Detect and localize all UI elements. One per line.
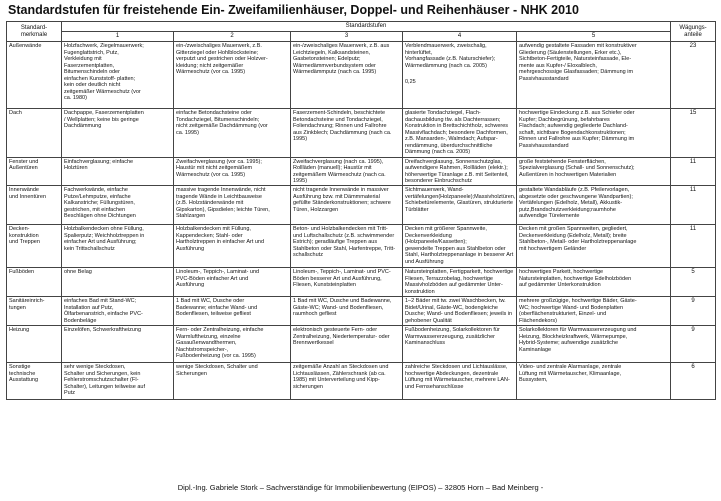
criterion-cell: Außenwände bbox=[7, 42, 62, 109]
weight-cell: 23 bbox=[671, 42, 716, 109]
level-1-cell: Fachwerkwände, einfache Putze/Lehmputze, einfache Kalkanstriche; Füllungstüren, gestrichen, mit einfachen Beschlägen ohne Dichtungen bbox=[62, 186, 174, 225]
header-levels: Standardstufen bbox=[62, 22, 671, 32]
header-level-4: 4 bbox=[403, 32, 517, 42]
level-2-cell: Holzbalkendecken mit Füllung, Kappendecken; Stahl- oder Hartholztreppen in einfacher Art und Ausführung bbox=[174, 225, 291, 268]
level-3-cell: 1 Bad mit WC, Dusche und Badewanne, Gäste-WC; Wand- und Bodenfliesen, raumhoch gefliest bbox=[291, 297, 403, 326]
level-1-cell: Dachpappe, Faserzementplatten / Wellplatten; keine bis geringe Dachdämmung bbox=[62, 109, 174, 157]
criterion-cell: Dach bbox=[7, 109, 62, 157]
weight-cell: 15 bbox=[671, 109, 716, 157]
level-2-cell: Fern- oder Zentralheizung, einfache Warmluftheizung, einzelne Gasaußenwandthermen, Nachtstromspeicher-, Fußbodenheizung (vor ca. 1995) bbox=[174, 326, 291, 363]
level-3-cell: Zweifachverglasung (nach ca. 1995), Rollläden (manuell); Haustür mit zeitgemäßem Wärmeschutz (nach ca. 1995) bbox=[291, 157, 403, 186]
level-5-cell: große feststehende Fensterflächen, Spezialverglasung (Schall- und Sonnenschutz); Außentüren in hochwertigen Materialien bbox=[517, 157, 671, 186]
level-1-cell: sehr wenige Steckdosen, Schalter und Sicherungen, kein Fehlerstromschutzschalter (FI- Schalter), Leitungen teilweise auf Putz bbox=[62, 363, 174, 400]
level-2-cell: wenige Steckdosen, Schalter und Sicherungen bbox=[174, 363, 291, 400]
level-4-cell: Fußbodenheizung, Solarkollektoren für Warmwassererzeugung, zusätzlicher Kaminanschluss bbox=[403, 326, 517, 363]
level-5-cell: aufwendig gestaltete Fassaden mit konstruktiver Gliederung (Säulenstellungen, Erker etc.), Sichtbeton-Fertigteile, Natursteinfassade, Ele- mente aus Kupfer-/ Eloxalblech, mehrgeschossige Glasfassaden; Dämmung im Passivhausstandard bbox=[517, 42, 671, 109]
level-5-cell: gestaltete Wandabläufe (z.B. Pfeilervorlagen, abgesetzte oder geschwungene Wandpartien); Vertäfelungen (Edelholz, Metall), Akkustik- putz,Brandschutzverkleidung;raumhohe aufwendige Türelemente bbox=[517, 186, 671, 225]
criterion-cell: Sanitäreinrich- tungen bbox=[7, 297, 62, 326]
footer: Dipl.-Ing. Gabriele Stork – Sachverständige für Immobilienbewertung (EIPOS) – 32805 Horn – Bad Meinberg - bbox=[177, 483, 544, 492]
level-3-cell: zeitgemäße Anzahl an Steckdosen und Lichtauslässen, Zählerschrank (ab ca. 1985) mit Unterverteilung und Kipp- sicherungen bbox=[291, 363, 403, 400]
level-4-cell: Natursteinplatten, Fertigparkett, hochwertige Fliesen, Terrazzobelag, hochwertige Massivholzböden auf gedämmter Unter- konstruktion bbox=[403, 268, 517, 297]
weight-cell: 9 bbox=[671, 326, 716, 363]
table-row bbox=[7, 157, 716, 186]
level-1-cell: Holzbalkendecken ohne Füllung, Spalierputz; Weichholztreppen in einfacher Art und Ausführung; kein Trittschallschutz bbox=[62, 225, 174, 268]
level-1-cell: Holzfachwerk, Ziegelmauerwerk; Fugenglattstrich, Putz, Verkleidung mit Faserzementplatten, Bitumenschindeln oder einfachen Kunststoff- platten; kein oder deutlich nicht zeitgemäßer Wärmeschutz (vor ca. 1980) bbox=[62, 42, 174, 109]
level-4-cell: glasierte Tondachziegel, Flach- dachausbildung tlw. als Dachterrassen; Konstruktion in Brettschichtholz, schweres Massivflachdach; besondere Dachformen, z.B. Mansarden-, Walmdach; Aufspar- rendämmung, überdurchschnittliche Dämmung (nach ca. 2005) bbox=[403, 109, 517, 157]
weight-cell: 6 bbox=[671, 363, 716, 400]
level-2-cell: einfache Betondachsteine oder Tondachziegel, Bitumenschindeln; nicht zeitgemäße Dachdämmung (vor ca. 1995) bbox=[174, 109, 291, 157]
criterion-cell: Heizung bbox=[7, 326, 62, 363]
level-4-cell: Decken mit größerer Spannweite, Deckenverkleidung (Holzpaneele/Kassetten); gewendelte Treppen aus Stahlbeton oder Stahl, Hartholztreppenanlage in besserer Art und Ausführung bbox=[403, 225, 517, 268]
level-5-cell: Solarkollektoren für Warmwassererzeugung und Heizung, Blockheizkraftwerk, Wärmepumpe, Hybrid-Systeme; aufwendige zusätzliche Kaminanlage bbox=[517, 326, 671, 363]
criterion-cell: Fenster und Außentüren bbox=[7, 157, 62, 186]
level-5-cell: Video- und zentrale Alarmanlage, zentrale Lüftung mit Wärmetauscher, Klimaanlage, Bussystem, bbox=[517, 363, 671, 400]
level-3-cell: nicht tragende Innenwände in massiver Ausführung bzw. mit Dämmmaterial gefüllte Ständerkonstruktionen; schwere Türen, Holzzargen bbox=[291, 186, 403, 225]
criterion-cell: Sonstige technische Ausstattung bbox=[7, 363, 62, 400]
header-level-3: 3 bbox=[291, 32, 403, 42]
level-3-cell: Linoleum-, Teppich-, Laminat- und PVC- Böden besserer Art und Ausführung, Fliesen, Kunststeinplatten bbox=[291, 268, 403, 297]
standards-table bbox=[6, 21, 716, 400]
level-2-cell: 1 Bad mit WC, Dusche oder Badewanne; einfache Wand- und Bodenfliesen, teilweise gefliest bbox=[174, 297, 291, 326]
level-1-cell: ohne Belag bbox=[62, 268, 174, 297]
table-row bbox=[7, 42, 716, 109]
table-row bbox=[7, 268, 716, 297]
level-4-cell: Sichtmauerwerk, Wand- vertäfelungen(Holzpaneele);Massivholztüren, Schiebetürelemente, Glastüren, strukturierte Türblätter bbox=[403, 186, 517, 225]
level-1-cell: einfaches Bad mit Stand-WC; Installation auf Putz, Ölfarbenanstrich, einfache PVC- Bodenbeläge bbox=[62, 297, 174, 326]
weight-cell: 11 bbox=[671, 225, 716, 268]
weight-cell: 5 bbox=[671, 268, 716, 297]
header-level-5: 5 bbox=[517, 32, 671, 42]
weight-cell: 11 bbox=[671, 157, 716, 186]
level-3-cell: elektronisch gesteuerte Fern- oder Zentralheizung, Niedertemperatur- oder Brennwertkessel bbox=[291, 326, 403, 363]
criterion-cell: Innenwände und Innentüren bbox=[7, 186, 62, 225]
level-2-cell: Zweifachverglasung (vor ca. 1995); Haustür mit nicht zeitgemäßem Wärmeschutz (vor ca. 1995) bbox=[174, 157, 291, 186]
level-4-cell: zahlreiche Steckdosen und Lichtauslässe, hochwertige Abdeckungen, dezentrale Lüftung mit Wärmetauscher, mehrere LAN- und Fernsehanschlüsse bbox=[403, 363, 517, 400]
header-criterion: Standard- merkmale bbox=[7, 22, 62, 42]
level-5-cell: Decken mit großen Spannweiten, gegliedert, Deckenverkleidung (Edelholz, Metall); breite Stahlbeton-, Metall- oder Hartholztreppenanlage mit hochwertigem Geländer bbox=[517, 225, 671, 268]
level-4-cell: Dreifachverglasung, Sonnenschutzglas, aufwendigere Rahmen, Rollläden (elektr.); höherwertige Türanlage z.B. mit Seitenteil, besonderer Einbruchschutz bbox=[403, 157, 517, 186]
table-row bbox=[7, 326, 716, 363]
level-2-cell: massive tragende Innenwände, nicht tragende Wände in Leichtbauweise (z.B. Holzständerwände mit Gipskarton), Gipsdielen; leichte Türen, Stahlzargen bbox=[174, 186, 291, 225]
level-3-cell: Faserzement-Schindeln, beschichtete Betondachsteine und Tondachziegel, Foliendachnung; Rinnen und Fallrohre aus Zinkblech; Dachdämmung (nach ca. 1995) bbox=[291, 109, 403, 157]
weight-cell: 9 bbox=[671, 297, 716, 326]
level-4-cell: Verblendmauerwerk, zweischalig, hinterlüftet, Vorhangfassade (z.B. Naturschiefer); Wärmedämmung (nach ca. 2005) 0,25 bbox=[403, 42, 517, 109]
page-title: Standardstufen für freistehende Ein- Zweifamilienhäuser, Doppel- und Reihenhäuser - NHK 2010 bbox=[8, 3, 579, 17]
level-1-cell: Einzelöfen, Schwerkraftheizung bbox=[62, 326, 174, 363]
table-row bbox=[7, 186, 716, 225]
header-level-2: 2 bbox=[174, 32, 291, 42]
table-row bbox=[7, 363, 716, 400]
level-2-cell: ein-/zweischaliges Mauerwerk, z.B. Gitterziegel oder Hohlblocksteine; verputzt und gestrichen oder Holzver- kleidung; nicht zeitgemäßer Wärmeschutz (vor ca. 1995) bbox=[174, 42, 291, 109]
criterion-cell: Decken- konstruktion und Treppen bbox=[7, 225, 62, 268]
level-4-cell: 1–2 Bäder mit tw. zwei Waschbecken, tw. Bidet/Urinal, Gäste-WC, bodengleiche Dusche; Wand- und Bodenfliesen; jeweils in gehobener Qualität bbox=[403, 297, 517, 326]
table-row bbox=[7, 225, 716, 268]
level-3-cell: Beton- und Holzbalkendecken mit Tritt- und Luftschallschutz (z.B. schwimmender Estrich); geradläufige Treppen aus Stahlbeton oder Stahl, Harfentreppe, Tritt- schallschutz bbox=[291, 225, 403, 268]
level-5-cell: hochwertige Eindeckung z.B. aus Schiefer oder Kupfer; Dachbegrünung, befahrbares Flachdach; aufwendig gegliederte Dachland- schaft, sichtbare Bogendachkonstruktionen; Rinnen und Fallrohre aus Kupfer; Dämmung im Passivhausstandard bbox=[517, 109, 671, 157]
table-row bbox=[7, 297, 716, 326]
weight-cell: 11 bbox=[671, 186, 716, 225]
criterion-cell: Fußböden bbox=[7, 268, 62, 297]
level-3-cell: ein-/zweischaliges Mauerwerk, z.B. aus Leichtziegeln, Kalksandsteinen, Gasbetonsteinen; Edelputz; Wärmedämmverbundsystem oder Wärmedämmputz (nach ca. 1995) bbox=[291, 42, 403, 109]
header-weight: Wägungs- anteile bbox=[671, 22, 716, 42]
level-1-cell: Einfachverglasung; einfache Holztüren bbox=[62, 157, 174, 186]
level-2-cell: Linoleum-, Teppich-, Laminat- und PVC-Böden einfacher Art und Ausführung bbox=[174, 268, 291, 297]
level-4-note: 0,25 bbox=[405, 79, 416, 86]
table-row bbox=[7, 109, 716, 157]
level-5-cell: mehrere großzügige, hochwertige Bäder, Gäste- WC; hochwertige Wand- und Bodenplatten (oberflächenstrukturiert, Einzel- und Flächendekors) bbox=[517, 297, 671, 326]
level-5-cell: hochwertiges Parkett, hochwertige Natursteinplatten, hochwertige Edelholzböden auf gedämmter Unterkonstruktion bbox=[517, 268, 671, 297]
header-level-1: 1 bbox=[62, 32, 174, 42]
